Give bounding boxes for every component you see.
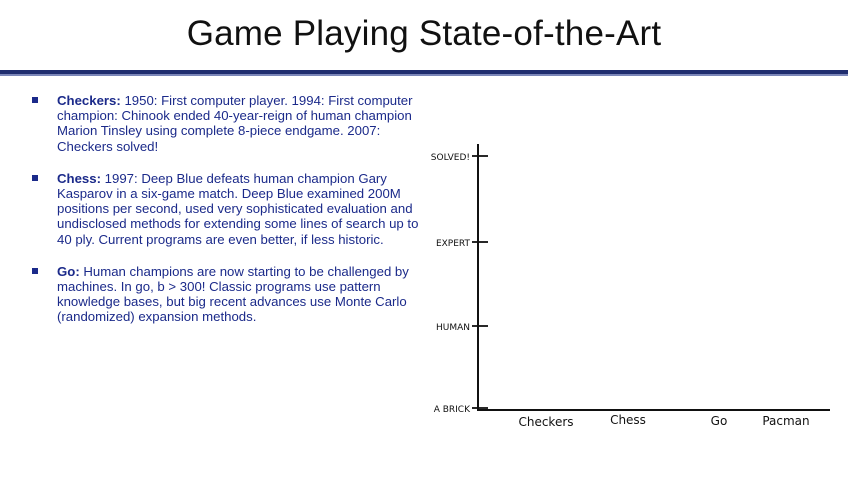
bullet-heading: Go: bbox=[57, 263, 80, 279]
game-label-checkers: Checkers bbox=[518, 415, 574, 429]
square-bullet-icon bbox=[32, 97, 38, 103]
bullet-heading: Chess: bbox=[57, 170, 101, 186]
game-label-pacman: Pacman bbox=[762, 414, 810, 428]
bullet-text: Human champions are now starting to be challenged by machines. In go, b > 300! Classic programs use pattern knowledge bases, but big recent advances use Monte Carlo (randomized) expansion methods. bbox=[57, 263, 409, 325]
game-label-chess: Chess bbox=[610, 413, 646, 427]
square-bullet-icon bbox=[32, 175, 38, 181]
bullet-checkers bbox=[32, 93, 422, 154]
slide-title: Game Playing State-of-the-Art bbox=[186, 14, 662, 53]
bullet-text: 1997: Deep Blue defeats human champion Gary Kasparov in a six-game match. Deep Blue examined 200M positions per second, used very sophisticated evaluation and undisclosed methods for extending some lines of search up to 40 ply. Current programs are even better, if less historic. bbox=[57, 170, 419, 247]
level-label-brick: A BRICK bbox=[433, 405, 470, 415]
sketch-axes bbox=[478, 144, 830, 410]
bullet-chess bbox=[32, 171, 422, 247]
title-divider-shadow bbox=[0, 74, 848, 76]
bullet-list bbox=[32, 93, 422, 342]
level-label-solved: SOLVED! bbox=[430, 153, 470, 163]
bullet-text: 1950: First computer player. 1994: First computer champion: Chinook ended 40-year-reign of human champion Marion Tinsley using complete 8-piece endgame. 2007: Checkers solved! bbox=[57, 93, 413, 154]
level-label-expert: EXPERT bbox=[435, 239, 470, 249]
game-progress-sketch bbox=[420, 140, 840, 440]
game-label-go: Go bbox=[710, 414, 728, 428]
level-label-human: HUMAN bbox=[435, 323, 470, 333]
bullet-heading: Checkers: bbox=[57, 93, 121, 108]
bullet-go bbox=[32, 264, 422, 325]
square-bullet-icon bbox=[32, 268, 38, 274]
